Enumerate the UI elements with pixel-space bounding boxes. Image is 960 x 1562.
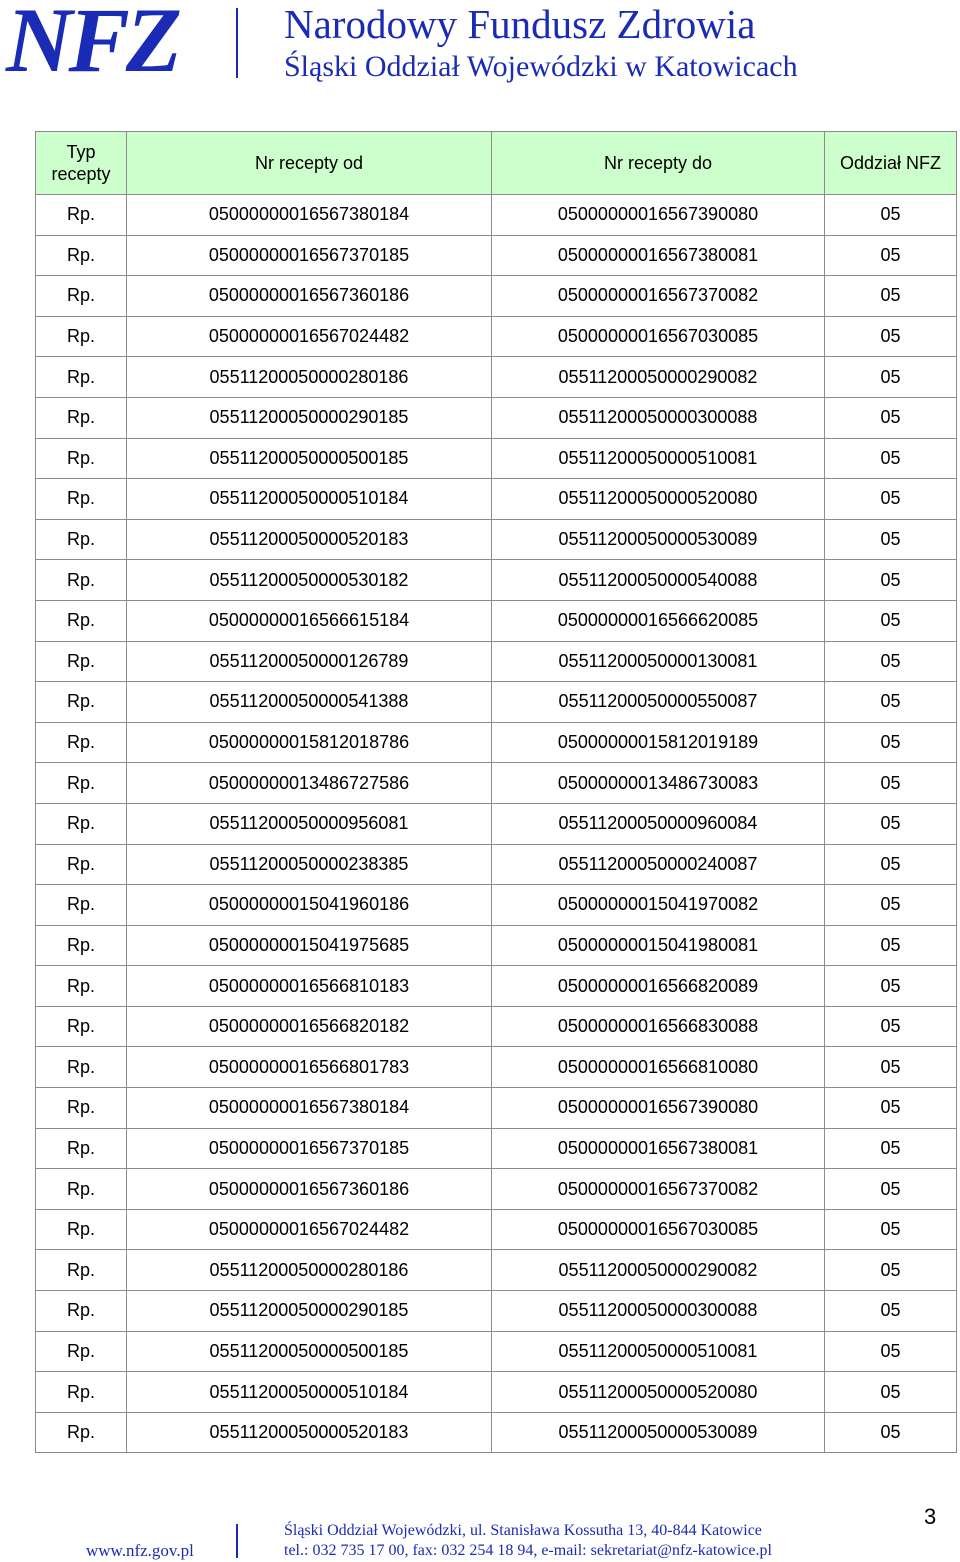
cell-number-to: 05000000016566830088 <box>492 1006 825 1047</box>
cell-number-to: 05000000016566810080 <box>492 1047 825 1088</box>
cell-number-from: 05000000016567370185 <box>127 235 492 276</box>
column-header-branch: Oddział NFZ <box>825 132 957 195</box>
branch-name: Śląski Oddział Wojewódzki w Katowicach <box>284 50 798 83</box>
cell-branch: 05 <box>825 641 957 682</box>
cell-type: Rp. <box>36 235 127 276</box>
table-row <box>36 316 957 357</box>
cell-branch: 05 <box>825 276 957 317</box>
cell-branch: 05 <box>825 1047 957 1088</box>
cell-branch: 05 <box>825 1372 957 1413</box>
column-header-to: Nr recepty do <box>492 132 825 195</box>
table-row <box>36 966 957 1007</box>
cell-number-from: 05000000016567024482 <box>127 1209 492 1250</box>
cell-number-from: 05511200050000541388 <box>127 682 492 723</box>
cell-branch: 05 <box>825 397 957 438</box>
cell-type: Rp. <box>36 925 127 966</box>
table-row <box>36 235 957 276</box>
cell-type: Rp. <box>36 600 127 641</box>
table-row <box>36 560 957 601</box>
cell-number-to: 05000000013486730083 <box>492 763 825 804</box>
cell-number-to: 05000000016567380081 <box>492 235 825 276</box>
cell-type: Rp. <box>36 560 127 601</box>
table-row <box>36 519 957 560</box>
footer-address: Śląski Oddział Wojewódzki, ul. Stanisława Kossutha 13, 40-844 Katowice <box>284 1522 762 1539</box>
cell-number-to: 05511200050000960084 <box>492 803 825 844</box>
cell-number-to: 05000000016567030085 <box>492 316 825 357</box>
cell-type: Rp. <box>36 1088 127 1129</box>
cell-number-from: 05511200050000500185 <box>127 1331 492 1372</box>
cell-type: Rp. <box>36 763 127 804</box>
cell-number-to: 05000000016567030085 <box>492 1209 825 1250</box>
cell-type: Rp. <box>36 1169 127 1210</box>
cell-number-from: 05000000016567380184 <box>127 1088 492 1129</box>
cell-branch: 05 <box>825 722 957 763</box>
cell-number-to: 05000000015812019189 <box>492 722 825 763</box>
cell-number-to: 05511200050000290082 <box>492 1250 825 1291</box>
cell-number-to: 05000000016566820089 <box>492 966 825 1007</box>
cell-type: Rp. <box>36 641 127 682</box>
table-row <box>36 438 957 479</box>
prescription-number-table <box>35 131 957 1453</box>
organization-name: Narodowy Fundusz Zdrowia <box>284 1 756 47</box>
cell-number-to: 05511200050000300088 <box>492 1291 825 1332</box>
cell-number-to: 05511200050000520080 <box>492 1372 825 1413</box>
table-row <box>36 1047 957 1088</box>
table-row <box>36 1331 957 1372</box>
table-row <box>36 1372 957 1413</box>
cell-number-to: 05000000016567390080 <box>492 195 825 236</box>
cell-number-to: 05511200050000520080 <box>492 479 825 520</box>
footer-contact: tel.: 032 735 17 00, fax: 032 254 18 94, e-mail: sekretariat@nfz-katowice.pl <box>284 1542 772 1559</box>
cell-number-from: 05000000015041975685 <box>127 925 492 966</box>
cell-number-to: 05000000015041970082 <box>492 885 825 926</box>
cell-number-from: 05511200050000290185 <box>127 1291 492 1332</box>
cell-type: Rp. <box>36 1209 127 1250</box>
cell-number-to: 05511200050000550087 <box>492 682 825 723</box>
table-row <box>36 1169 957 1210</box>
cell-type: Rp. <box>36 966 127 1007</box>
cell-number-from: 05511200050000520183 <box>127 519 492 560</box>
cell-type: Rp. <box>36 722 127 763</box>
cell-branch: 05 <box>825 235 957 276</box>
nfz-logo: NFZ <box>6 0 178 91</box>
cell-type: Rp. <box>36 316 127 357</box>
cell-branch: 05 <box>825 1412 957 1453</box>
cell-type: Rp. <box>36 1291 127 1332</box>
cell-number-to: 05000000016567370082 <box>492 1169 825 1210</box>
cell-branch: 05 <box>825 803 957 844</box>
table-row <box>36 600 957 641</box>
cell-number-from: 05000000016567360186 <box>127 1169 492 1210</box>
cell-number-from: 05000000016566801783 <box>127 1047 492 1088</box>
cell-type: Rp. <box>36 357 127 398</box>
cell-branch: 05 <box>825 560 957 601</box>
cell-number-from: 05000000016567024482 <box>127 316 492 357</box>
cell-branch: 05 <box>825 316 957 357</box>
table-row <box>36 1006 957 1047</box>
cell-number-to: 05000000016567370082 <box>492 276 825 317</box>
cell-number-to: 05000000015041980081 <box>492 925 825 966</box>
cell-branch: 05 <box>825 1169 957 1210</box>
cell-number-to: 05000000016566620085 <box>492 600 825 641</box>
table-row <box>36 682 957 723</box>
cell-number-from: 05000000013486727586 <box>127 763 492 804</box>
cell-number-from: 05511200050000510184 <box>127 1372 492 1413</box>
cell-number-to: 05511200050000510081 <box>492 438 825 479</box>
cell-number-from: 05000000016567360186 <box>127 276 492 317</box>
cell-branch: 05 <box>825 357 957 398</box>
cell-number-from: 05511200050000530182 <box>127 560 492 601</box>
table-row <box>36 722 957 763</box>
cell-number-from: 05000000016566615184 <box>127 600 492 641</box>
table-row <box>36 1250 957 1291</box>
cell-type: Rp. <box>36 1412 127 1453</box>
cell-branch: 05 <box>825 519 957 560</box>
cell-branch: 05 <box>825 885 957 926</box>
cell-number-from: 05000000016567370185 <box>127 1128 492 1169</box>
cell-branch: 05 <box>825 966 957 1007</box>
cell-number-from: 05000000016566810183 <box>127 966 492 1007</box>
cell-branch: 05 <box>825 600 957 641</box>
cell-type: Rp. <box>36 1047 127 1088</box>
cell-branch: 05 <box>825 763 957 804</box>
column-header-from: Nr recepty od <box>127 132 492 195</box>
cell-number-to: 05000000016567390080 <box>492 1088 825 1129</box>
cell-number-from: 05000000016566820182 <box>127 1006 492 1047</box>
cell-number-from: 05000000015812018786 <box>127 722 492 763</box>
table-row <box>36 479 957 520</box>
table-row <box>36 397 957 438</box>
footer-divider <box>236 1524 238 1558</box>
cell-type: Rp. <box>36 1372 127 1413</box>
cell-branch: 05 <box>825 1250 957 1291</box>
cell-branch: 05 <box>825 1128 957 1169</box>
cell-type: Rp. <box>36 1331 127 1372</box>
cell-branch: 05 <box>825 479 957 520</box>
table-row <box>36 195 957 236</box>
table-row <box>36 1088 957 1129</box>
column-header-type: Typ recepty <box>36 132 127 195</box>
cell-branch: 05 <box>825 925 957 966</box>
cell-type: Rp. <box>36 1128 127 1169</box>
table-row <box>36 1412 957 1453</box>
cell-number-from: 05000000015041960186 <box>127 885 492 926</box>
cell-branch: 05 <box>825 1209 957 1250</box>
cell-type: Rp. <box>36 438 127 479</box>
cell-type: Rp. <box>36 479 127 520</box>
cell-type: Rp. <box>36 844 127 885</box>
cell-branch: 05 <box>825 195 957 236</box>
cell-number-from: 05511200050000238385 <box>127 844 492 885</box>
cell-number-to: 05511200050000530089 <box>492 1412 825 1453</box>
cell-number-to: 05511200050000510081 <box>492 1331 825 1372</box>
table-row <box>36 357 957 398</box>
cell-number-from: 05511200050000280186 <box>127 1250 492 1291</box>
table-row <box>36 641 957 682</box>
cell-branch: 05 <box>825 438 957 479</box>
cell-type: Rp. <box>36 276 127 317</box>
cell-number-to: 05511200050000300088 <box>492 397 825 438</box>
cell-branch: 05 <box>825 844 957 885</box>
cell-type: Rp. <box>36 195 127 236</box>
cell-branch: 05 <box>825 1291 957 1332</box>
cell-number-to: 05511200050000540088 <box>492 560 825 601</box>
table-body <box>36 195 957 1453</box>
table-row <box>36 885 957 926</box>
cell-number-from: 05511200050000126789 <box>127 641 492 682</box>
cell-number-from: 05511200050000520183 <box>127 1412 492 1453</box>
cell-number-to: 05511200050000130081 <box>492 641 825 682</box>
page-number: 3 <box>924 1504 937 1529</box>
cell-number-from: 05511200050000280186 <box>127 357 492 398</box>
cell-type: Rp. <box>36 803 127 844</box>
table-row <box>36 925 957 966</box>
cell-type: Rp. <box>36 397 127 438</box>
cell-number-to: 05511200050000240087 <box>492 844 825 885</box>
cell-number-to: 05511200050000290082 <box>492 357 825 398</box>
page-header <box>0 0 960 100</box>
website-link[interactable]: www.nfz.gov.pl <box>86 1541 194 1560</box>
table-row <box>36 276 957 317</box>
cell-number-from: 05511200050000510184 <box>127 479 492 520</box>
table-row <box>36 1291 957 1332</box>
cell-number-from: 05511200050000500185 <box>127 438 492 479</box>
cell-type: Rp. <box>36 1250 127 1291</box>
cell-number-from: 05000000016567380184 <box>127 195 492 236</box>
cell-number-from: 05511200050000956081 <box>127 803 492 844</box>
table-row <box>36 1128 957 1169</box>
header-divider <box>236 8 238 78</box>
table-row <box>36 763 957 804</box>
table-row <box>36 803 957 844</box>
cell-number-from: 05511200050000290185 <box>127 397 492 438</box>
cell-type: Rp. <box>36 519 127 560</box>
cell-number-to: 05511200050000530089 <box>492 519 825 560</box>
table-row <box>36 1209 957 1250</box>
cell-branch: 05 <box>825 682 957 723</box>
cell-branch: 05 <box>825 1006 957 1047</box>
cell-type: Rp. <box>36 885 127 926</box>
cell-type: Rp. <box>36 682 127 723</box>
cell-branch: 05 <box>825 1088 957 1129</box>
cell-number-to: 05000000016567380081 <box>492 1128 825 1169</box>
cell-type: Rp. <box>36 1006 127 1047</box>
table-header-row <box>36 132 957 195</box>
table-row <box>36 844 957 885</box>
cell-branch: 05 <box>825 1331 957 1372</box>
